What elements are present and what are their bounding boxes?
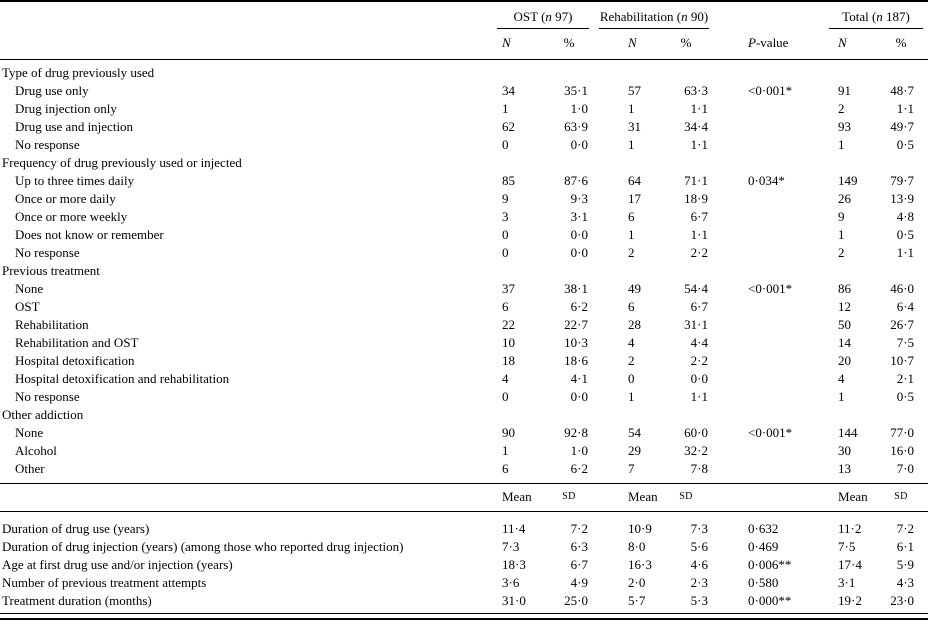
row-label: Once or more daily: [15, 191, 116, 206]
ost-n-cell: 85: [502, 173, 515, 188]
n-italic-header: N: [838, 35, 847, 50]
rehab-n-cell: 17: [628, 191, 641, 206]
p-value-cell: [714, 100, 824, 118]
table-row: [0, 316, 928, 334]
row-label: Up to three times daily: [15, 173, 135, 188]
total-n-cell: 86: [838, 281, 852, 296]
total-pct-header: %: [874, 29, 928, 60]
rehab-n-cell: 6: [628, 209, 635, 224]
ost-n-cell: 10: [502, 335, 515, 350]
table-row: [0, 574, 928, 592]
total-n-cell: 1: [838, 389, 845, 404]
ost-pct-cell: 63·9: [564, 119, 588, 134]
total-pct-cell: 7·5: [896, 335, 915, 350]
row-label: Hospital detoxification and rehabilitation: [15, 371, 230, 386]
rehab-n-header: [594, 29, 658, 60]
section-title-row: [0, 154, 928, 172]
p-value-cell: [714, 388, 824, 406]
rehab-pct-cell: 2·2: [690, 245, 709, 260]
rehab-pct-cell: 5·3: [690, 593, 709, 608]
total-pct-cell: 10·7: [890, 353, 915, 368]
total-pct-cell: 16·0: [890, 443, 915, 458]
table-row: [0, 592, 928, 614]
row-label: Drug use and injection: [15, 119, 134, 134]
row-label: Alcohol: [15, 443, 57, 458]
total-n-cell: 3·1: [838, 575, 856, 590]
total-n-cell: 149: [838, 173, 858, 188]
ost-pct-cell: 6·2: [570, 461, 588, 476]
rehab-n-cell: 10·9: [628, 521, 652, 536]
row-label: No response: [15, 389, 80, 404]
ost-n-cell: 3·6: [502, 575, 520, 590]
table-row: [0, 442, 928, 460]
rehab-n-cell: 0: [628, 371, 635, 386]
empty-mean-label-cell: [0, 484, 492, 512]
rehab-n-italic: n: [681, 9, 688, 24]
total-sd-header: SD: [874, 484, 928, 512]
rehab-pct-cell: 71·1: [684, 173, 709, 188]
p-value-cell: 0·000**: [748, 593, 792, 608]
rehab-n-cell: 57: [628, 83, 641, 98]
table-row: [0, 298, 928, 316]
total-n-cell: 17·4: [838, 557, 862, 572]
ost-n-cell: 1: [502, 443, 509, 458]
total-pct-cell: 13·9: [890, 191, 915, 206]
table-row: [0, 370, 928, 388]
rehab-n-cell: 5·7: [628, 593, 646, 608]
total-pct-cell: 4·8: [896, 209, 915, 224]
total-pct-cell: 1·1: [896, 101, 915, 116]
p-value-cell: [714, 460, 824, 484]
row-label: Drug use only: [15, 83, 89, 98]
ost-pct-cell: 1·0: [570, 443, 588, 458]
ost-n-cell: 18: [502, 353, 515, 368]
rehab-group-header: [599, 9, 709, 29]
rehab-n-cell: 28: [628, 317, 641, 332]
rehab-pct-cell: 1·1: [690, 137, 709, 152]
ost-n-cell: 34: [502, 83, 515, 98]
table-row: [0, 352, 928, 370]
ost-n-header: [492, 29, 544, 60]
rehab-pct-cell: 4·6: [690, 557, 709, 572]
rehab-n-cell: 16·3: [628, 557, 652, 572]
rehab-n-cell: 1: [628, 137, 635, 152]
ost-pct-cell: 3·1: [570, 209, 588, 224]
n-italic-header: N: [628, 35, 637, 50]
rehab-pct-cell: 2·3: [690, 575, 709, 590]
mean-row-label: Duration of drug use (years): [2, 521, 150, 536]
table-row: [0, 136, 928, 154]
ost-pct-header: %: [544, 29, 594, 60]
p-value-cell: <0·001*: [748, 425, 793, 440]
total-group-header: [829, 9, 923, 29]
ost-pct-cell: 6·7: [570, 557, 588, 572]
rehab-pct-cell: 1·1: [690, 101, 709, 116]
ost-pct-cell: 92·8: [564, 425, 588, 440]
rehab-n-cell: 4: [628, 335, 635, 350]
total-n-cell: 2: [838, 101, 845, 116]
rehab-pct-cell: 32·2: [684, 443, 709, 458]
rehab-n-cell: 1: [628, 389, 635, 404]
row-label: Hospital detoxification: [15, 353, 135, 368]
ost-pct-cell: 25·0: [564, 593, 588, 608]
rehab-n-cell: 54: [628, 425, 641, 440]
table-row: [0, 280, 928, 298]
rehab-pct-cell: 7·8: [690, 461, 709, 476]
total-label-text: Total (: [842, 9, 877, 24]
rehab-pct-cell: 4·4: [690, 335, 709, 350]
table-row: [0, 556, 928, 574]
total-pct-cell: 23·0: [890, 593, 915, 608]
ost-mean-header: Mean: [492, 484, 544, 512]
ost-n-cell: 7·3: [502, 539, 520, 554]
total-pct-cell: 6·4: [896, 299, 915, 314]
section-title: Frequency of drug previously used or injected: [2, 155, 242, 170]
p-value-cell: 0·006**: [748, 557, 792, 572]
row-label: Drug injection only: [15, 101, 117, 116]
rehab-pct-cell: 63·3: [684, 83, 709, 98]
p-value-cell: [714, 442, 824, 460]
p-value-cell: 0·580: [748, 575, 779, 590]
ost-n-cell: 31·0: [502, 593, 526, 608]
row-label: Rehabilitation: [15, 317, 89, 332]
total-n-cell: 93: [838, 119, 852, 134]
rehab-pct-cell: 54·4: [684, 281, 709, 296]
rehab-n-cell: 29: [628, 443, 641, 458]
ost-n-cell: 18·3: [502, 557, 526, 572]
total-n-cell: 144: [838, 425, 858, 440]
ost-pct-cell: 7·2: [570, 521, 588, 536]
p-italic-header: P: [748, 35, 756, 50]
rehab-n-cell: 31: [628, 119, 641, 134]
table-row: [0, 208, 928, 226]
study-table: [0, 2, 928, 614]
table-row: [0, 334, 928, 352]
total-n-cell: 26: [838, 191, 852, 206]
ost-pct-cell: 35·1: [564, 83, 588, 98]
ost-pct-cell: 22·7: [564, 317, 588, 332]
table-row: [0, 118, 928, 136]
total-n-cell: 1: [838, 227, 845, 242]
section-title-row: [0, 262, 928, 280]
ost-pct-cell: 38·1: [564, 281, 588, 296]
p-value-cell: [714, 208, 824, 226]
total-n-cell: 9: [838, 209, 845, 224]
total-n-cell: 12: [838, 299, 852, 314]
total-pct-cell: 1·1: [896, 245, 915, 260]
total-n-cell: 30: [838, 443, 852, 458]
rehab-pct-header: %: [658, 29, 714, 60]
ost-pct-cell: 18·6: [564, 353, 588, 368]
section-title: Other addiction: [2, 407, 84, 422]
table-row: [0, 190, 928, 208]
rehab-pct-cell: 18·9: [684, 191, 709, 206]
section-title: Type of drug previously used: [2, 65, 155, 80]
ost-n-cell: 0: [502, 137, 509, 152]
row-label: No response: [15, 137, 80, 152]
ost-n-cell: 1: [502, 101, 509, 116]
total-pct-cell: 6·1: [896, 539, 915, 554]
total-n-cell: 20: [838, 353, 852, 368]
p-value-cell: [714, 244, 824, 262]
p-value-cell: 0·034*: [748, 173, 785, 188]
ost-pct-cell: 10·3: [564, 335, 588, 350]
rehab-pct-cell: 6·7: [690, 299, 709, 314]
n-italic-header: N: [502, 35, 511, 50]
rehab-pct-cell: 31·1: [684, 317, 709, 332]
rehab-pct-cell: 6·7: [690, 209, 709, 224]
rehab-pct-cell: 34·4: [684, 119, 709, 134]
ost-pct-cell: 6·2: [570, 299, 588, 314]
total-n-cell: 13: [838, 461, 852, 476]
rehab-n-cell: 6: [628, 299, 635, 314]
ost-n-cell: 62: [502, 119, 515, 134]
total-n-cell: 4: [838, 371, 845, 386]
rehab-n-cell: 64: [628, 173, 641, 188]
rehab-n-cell: 49: [628, 281, 641, 296]
p-value-cell: [714, 136, 824, 154]
total-pct-cell: 0·5: [896, 227, 915, 242]
ost-n-cell: 6: [502, 299, 509, 314]
ost-label-text: OST (: [513, 9, 546, 24]
row-label: Once or more weekly: [15, 209, 128, 224]
ost-pct-cell: 4·1: [570, 371, 588, 386]
ost-n-cell: 0: [502, 245, 509, 260]
ost-count-text: 97): [551, 9, 573, 24]
ost-n-cell: 22: [502, 317, 515, 332]
table-row: [0, 388, 928, 406]
ost-pct-cell: 9·3: [570, 191, 588, 206]
empty-mean-p-cell: [714, 484, 824, 512]
total-pct-cell: 2·1: [896, 371, 915, 386]
total-n-cell: 14: [838, 335, 852, 350]
row-label: Other: [15, 461, 45, 476]
p-value-cell: [714, 370, 824, 388]
ost-n-italic: n: [545, 9, 552, 24]
rehab-n-cell: 7: [628, 461, 635, 476]
rehab-n-cell: 1: [628, 101, 635, 116]
group-header-row: [0, 2, 928, 29]
mean-row-label: Treatment duration (months): [2, 593, 152, 608]
rehab-group-cell: [594, 2, 714, 29]
ost-n-cell: 37: [502, 281, 515, 296]
row-label: None: [15, 281, 44, 296]
total-n-cell: 11·2: [838, 521, 862, 536]
total-pct-cell: 7·2: [896, 521, 915, 536]
total-n-cell: 1: [838, 137, 845, 152]
rehab-pct-cell: 1·1: [690, 227, 709, 242]
total-pct-cell: 26·7: [890, 317, 915, 332]
count-section-body: [0, 60, 928, 484]
total-pct-cell: 0·5: [896, 389, 915, 404]
table-row: [0, 460, 928, 484]
ost-group-cell: [492, 2, 594, 29]
p-value-cell: [714, 298, 824, 316]
p-value-cell: [714, 316, 824, 334]
total-n-cell: 7·5: [838, 539, 856, 554]
table-row: [0, 226, 928, 244]
mean-row-label: Age at first drug use and/or injection (years): [2, 557, 233, 572]
ost-group-header: [497, 9, 589, 29]
p-value-cell: 0·469: [748, 539, 779, 554]
ost-n-cell: 90: [502, 425, 515, 440]
p-value-suffix: -value: [755, 35, 789, 50]
total-n-cell: 19·2: [838, 593, 862, 608]
p-value-cell: [714, 334, 824, 352]
rehab-n-cell: 2: [628, 245, 635, 260]
ost-pct-cell: 1·0: [570, 101, 588, 116]
p-value-header: [714, 29, 824, 60]
ost-pct-cell: 6·3: [570, 539, 588, 554]
ost-n-cell: 0: [502, 389, 509, 404]
total-n-header: [824, 29, 874, 60]
rehab-count-text: 90): [687, 9, 709, 24]
rehab-sd-header: SD: [658, 484, 714, 512]
row-label: Does not know or remember: [15, 227, 164, 242]
rehab-pct-cell: 0·0: [690, 371, 709, 386]
total-count-text: 187): [882, 9, 910, 24]
p-value-cell: <0·001*: [748, 281, 793, 296]
p-value-cell: [714, 352, 824, 370]
section-title-row: [0, 406, 928, 424]
total-group-cell: [824, 2, 928, 29]
total-pct-cell: 79·7: [890, 173, 915, 188]
ost-n-cell: 0: [502, 227, 509, 242]
ost-pct-cell: 0·0: [570, 245, 588, 260]
rehab-n-cell: 2·0: [628, 575, 646, 590]
total-n-cell: 50: [838, 317, 852, 332]
section-title-row: [0, 60, 928, 83]
mean-sd-header-row: [0, 484, 928, 512]
column-header-row: [0, 29, 928, 60]
p-group-spacer-cell: [714, 2, 824, 29]
empty-label-header: [0, 29, 492, 60]
table-row: [0, 172, 928, 190]
empty-corner-cell: [0, 2, 492, 29]
rehab-n-cell: 2: [628, 353, 635, 368]
ost-n-cell: 9: [502, 191, 509, 206]
row-label: No response: [15, 245, 80, 260]
row-label: OST: [15, 299, 40, 314]
total-pct-cell: 7·0: [896, 461, 915, 476]
row-label: None: [15, 425, 44, 440]
total-pct-cell: 49·7: [890, 119, 915, 134]
total-n-cell: 91: [838, 83, 852, 98]
total-pct-cell: 48·7: [890, 83, 915, 98]
p-value-cell: [714, 190, 824, 208]
ost-n-cell: 3: [502, 209, 509, 224]
table-row: [0, 82, 928, 100]
rehab-n-cell: 1: [628, 227, 635, 242]
table-row: [0, 424, 928, 442]
ost-pct-cell: 0·0: [570, 389, 588, 404]
total-pct-cell: 77·0: [890, 425, 915, 440]
ost-pct-cell: 4·9: [570, 575, 588, 590]
rehab-pct-cell: 1·1: [690, 389, 709, 404]
rehab-pct-cell: 5·6: [690, 539, 709, 554]
mean-row-label: Number of previous treatment attempts: [2, 575, 207, 590]
ost-sd-header: SD: [544, 484, 594, 512]
ost-pct-cell: 0·0: [570, 137, 588, 152]
ost-pct-cell: 87·6: [564, 173, 588, 188]
rehab-n-cell: 8·0: [628, 539, 646, 554]
rehab-pct-cell: 2·2: [690, 353, 709, 368]
p-value-cell: 0·632: [748, 521, 779, 536]
ost-n-cell: 11·4: [502, 521, 526, 536]
table-row: [0, 512, 928, 539]
section-title: Previous treatment: [2, 263, 100, 278]
p-value-cell: [714, 226, 824, 244]
total-pct-cell: 46·0: [890, 281, 915, 296]
ost-n-cell: 6: [502, 461, 509, 476]
rehab-pct-cell: 7·3: [690, 521, 709, 536]
ost-pct-cell: 0·0: [570, 227, 588, 242]
total-pct-cell: 4·3: [896, 575, 915, 590]
table-row: [0, 244, 928, 262]
total-mean-header: Mean: [824, 484, 874, 512]
row-label: Rehabilitation and OST: [15, 335, 139, 350]
total-n-italic: n: [876, 9, 883, 24]
rehab-label-text: Rehabilitation (: [599, 9, 682, 24]
mean-row-label: Duration of drug injection (years) (among those who reported drug injection): [2, 539, 404, 554]
rehab-mean-header: Mean: [594, 484, 658, 512]
total-pct-cell: 0·5: [896, 137, 915, 152]
p-value-cell: [714, 118, 824, 136]
p-value-cell: <0·001*: [748, 83, 793, 98]
table-row: [0, 100, 928, 118]
total-n-cell: 2: [838, 245, 845, 260]
ost-n-cell: 4: [502, 371, 509, 386]
total-pct-cell: 5·9: [896, 557, 915, 572]
mean-section-body: [0, 484, 928, 614]
rehab-pct-cell: 60·0: [684, 425, 709, 440]
table-row: [0, 538, 928, 556]
